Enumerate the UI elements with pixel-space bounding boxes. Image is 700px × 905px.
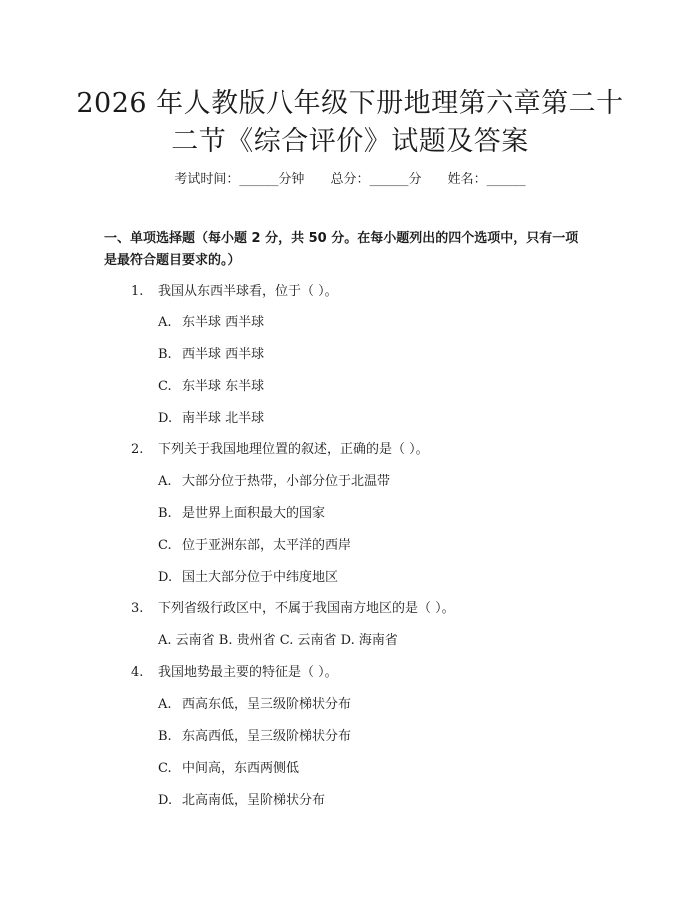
inline-options: A. 云南省 B. 贵州省 C. 云南省 D. 海南省 — [158, 633, 398, 648]
section-heading-line-2: 是最符合题目要求的。） — [104, 253, 241, 268]
exam-time: 考试时间：______分钟 — [174, 172, 305, 187]
option-letter: A. — [158, 697, 172, 712]
section-heading-line-1: 一、单项选择题（每小题 2 分，共 50 分。在每小题列出的四个选项中，只有一项 — [104, 231, 579, 246]
option-letter: C. — [158, 761, 172, 776]
option-letter: A. — [158, 474, 172, 489]
question-text: 下列省级行政区中，不属于我国南方地区的是（ ）。 — [158, 601, 455, 616]
option-item — [158, 728, 351, 746]
option-text: 南半球 北半球 — [182, 411, 265, 426]
question-number: 3. — [131, 601, 144, 616]
page-title-line-2: 二节《综合评价》试题及答案 — [171, 126, 529, 157]
option-letter: B. — [158, 729, 172, 744]
option-letter: D. — [158, 793, 173, 808]
option-text: 东半球 东半球 — [182, 379, 265, 394]
option-item — [158, 473, 390, 491]
option-text: 位于亚洲东部，太平洋的西岸 — [182, 538, 352, 553]
option-item — [158, 760, 299, 778]
exam-name: 姓名：______ — [447, 172, 526, 187]
question-number: 1. — [131, 284, 144, 299]
option-item — [158, 378, 264, 396]
option-item — [158, 346, 264, 364]
option-text: 东高西低，呈三级阶梯状分布 — [182, 729, 352, 744]
question-text: 我国从东西半球看，位于（ ）。 — [158, 284, 338, 299]
option-letter: B. — [158, 506, 172, 521]
exam-score: 总分：______分 — [330, 172, 422, 187]
question-number: 2. — [131, 442, 144, 457]
exam-meta — [0, 168, 700, 187]
option-letter: D. — [158, 411, 173, 426]
option-text: 东半球 西半球 — [182, 315, 265, 330]
question-text: 我国地势最主要的特征是（ ）。 — [158, 665, 338, 680]
option-text: 大部分位于热带，小部分位于北温带 — [182, 474, 391, 489]
question-text: 下列关于我国地理位置的叙述，正确的是（ ）。 — [158, 442, 429, 457]
option-text: 西高东低，呈三级阶梯状分布 — [182, 697, 352, 712]
question-number: 4. — [131, 665, 144, 680]
option-item — [158, 410, 264, 428]
option-item — [158, 792, 325, 810]
option-item — [158, 696, 351, 714]
option-text: 国土大部分位于中纬度地区 — [182, 570, 339, 585]
option-item — [158, 537, 351, 555]
option-text: 是世界上面积最大的国家 — [182, 506, 326, 521]
option-letter: C. — [158, 379, 172, 394]
option-text: 西半球 西半球 — [182, 347, 265, 362]
option-text: 北高南低，呈阶梯状分布 — [182, 793, 326, 808]
option-letter: C. — [158, 538, 172, 553]
option-item — [158, 314, 264, 332]
option-letter: D. — [158, 570, 173, 585]
option-letter: B. — [158, 347, 172, 362]
option-item — [158, 505, 325, 523]
page-title-line-1: 2026 年人教版八年级下册地理第六章第二十 — [76, 88, 624, 119]
option-letter: A. — [158, 315, 172, 330]
option-item — [158, 569, 338, 587]
option-text: 中间高，东西两侧低 — [182, 761, 300, 776]
